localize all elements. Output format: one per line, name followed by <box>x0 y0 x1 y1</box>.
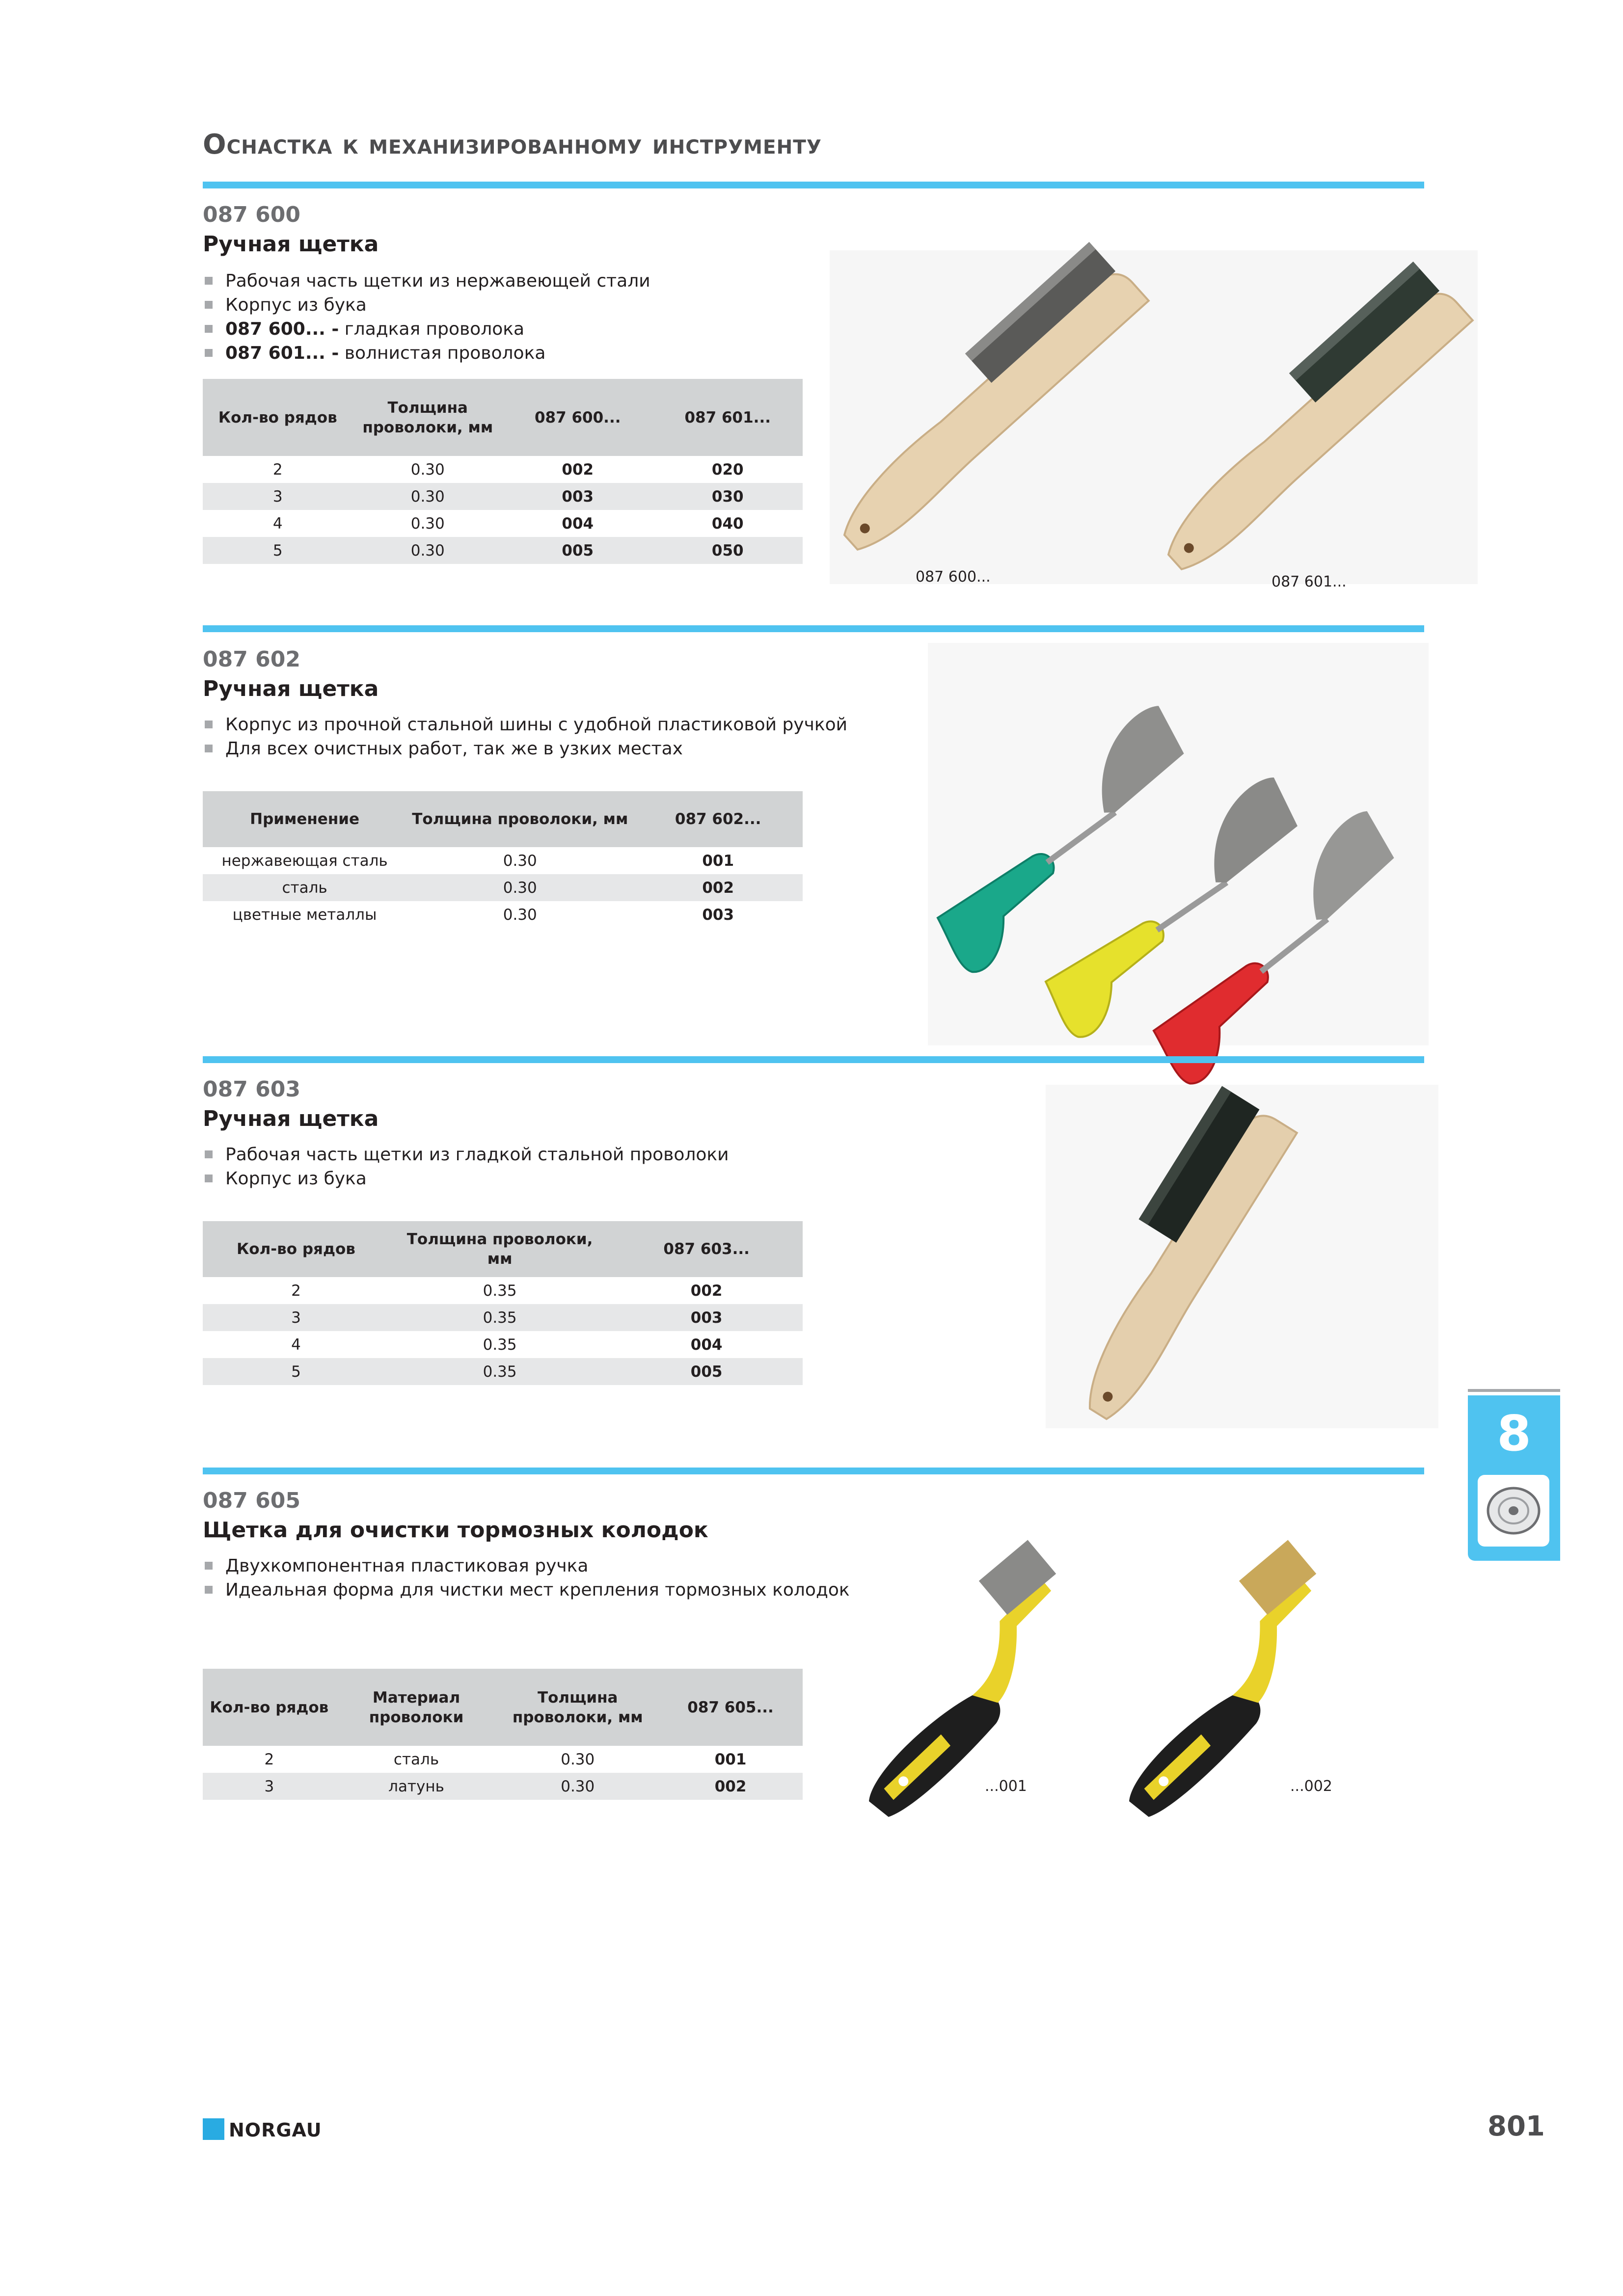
feature-item: Рабочая часть щетки из гладкой стальной проволоки <box>203 1143 729 1167</box>
product-code: 087 602 <box>203 647 301 672</box>
table-header: 087 601... <box>653 379 803 456</box>
section-divider <box>203 625 1424 632</box>
table-row: 4 0.35 004 <box>291 1335 723 1354</box>
product-name: Ручная щетка <box>203 1106 379 1131</box>
chapter-number: 8 <box>1497 1405 1531 1462</box>
feature-item: Корпус из прочной стальной шины с удобной пластиковой ручкой <box>203 713 847 737</box>
chapter-tab-divider <box>1468 1389 1560 1392</box>
spec-table <box>203 1669 803 1800</box>
brand-name: NORGAU <box>229 2119 322 2141</box>
table-row: 4 0.30 004 040 <box>272 514 744 533</box>
table-header: Кол-во рядов <box>203 379 353 456</box>
table-header: 087 600... <box>503 379 653 456</box>
spec-table <box>203 1221 803 1385</box>
table-row: 2 0.30 002 020 <box>272 460 744 479</box>
feature-list <box>203 713 847 761</box>
brake-brush-image <box>854 1526 1434 1831</box>
page-number: 801 <box>1488 2110 1545 2142</box>
feature-item: Для всех очистных работ, так же в узких местах <box>203 737 847 761</box>
table-row: сталь 0.30 002 <box>203 874 803 901</box>
image-caption: ...002 <box>1290 1778 1332 1795</box>
section-divider <box>203 1468 1424 1474</box>
feature-item: Корпус из бука <box>203 1167 729 1191</box>
wooden-brush-image <box>830 250 1478 584</box>
table-row: 3 латунь 0.30 002 <box>203 1773 803 1800</box>
feature-list <box>203 1143 729 1191</box>
product-code: 087 605 <box>203 1488 301 1513</box>
feature-item: Корпус из бука <box>203 293 650 317</box>
table-header: Применение <box>203 791 406 847</box>
table-header: Кол-во рядов <box>203 1221 389 1277</box>
wooden-brush-image <box>1046 1085 1438 1428</box>
table-row: 2 0.35 002 <box>291 1281 723 1300</box>
table-header: 087 602... <box>633 791 803 847</box>
table-header: 087 603... <box>610 1221 803 1277</box>
image-caption: 087 600... <box>916 568 991 586</box>
table-header: Материал проволоки <box>336 1669 497 1746</box>
product-name: Ручная щетка <box>203 676 379 701</box>
table-header: Толщина проволоки, мм <box>389 1221 610 1277</box>
table-header: 087 605... <box>658 1669 803 1746</box>
feature-item: Рабочая часть щетки из нержавеющей стали <box>203 269 650 293</box>
product-name: Щетка для очистки тормозных колодок <box>203 1518 708 1543</box>
spec-table <box>203 791 803 928</box>
table-row: 3 0.35 003 <box>203 1304 803 1331</box>
feature-list <box>203 269 650 365</box>
table-header: Кол-во рядов <box>203 1669 336 1746</box>
feature-item: Двухкомпонентная пластиковая ручка <box>203 1554 850 1578</box>
section-divider <box>203 1056 1424 1063</box>
table-row: нержавеющая сталь 0.30 001 <box>221 852 734 870</box>
feature-item: 087 600... - гладкая проволока <box>203 317 650 341</box>
table-row: 3 0.30 003 030 <box>203 483 803 510</box>
section-divider <box>203 182 1424 188</box>
spec-table <box>203 379 803 564</box>
product-code: 087 600 <box>203 202 301 227</box>
brand-logo-mark <box>203 2118 224 2140</box>
feature-list <box>203 1554 850 1602</box>
table-header: Толщина проволоки, мм <box>353 379 503 456</box>
feature-item: 087 601... - волнистая проволока <box>203 341 650 365</box>
feature-item: Идеальная форма для чистки мест крепления тормозных колодок <box>203 1578 850 1602</box>
product-name: Ручная щетка <box>203 232 379 257</box>
table-row: 2 сталь 0.30 001 <box>264 1750 747 1768</box>
plastic-handle-brush-image <box>928 643 1429 1045</box>
table-row: 5 0.35 005 <box>203 1358 803 1385</box>
table-row: 5 0.30 005 050 <box>203 537 803 564</box>
table-header: Толщина проволоки, мм <box>406 791 633 847</box>
table-header: Толщина проволоки, мм <box>497 1669 658 1746</box>
image-caption: ...001 <box>985 1778 1027 1795</box>
image-caption: 087 601... <box>1271 573 1347 590</box>
page-title: Оснастка к механизированному инструменту <box>203 129 822 160</box>
table-row: цветные металлы 0.30 003 <box>232 906 734 924</box>
product-code: 087 603 <box>203 1077 301 1102</box>
disc-icon <box>1478 1475 1549 1547</box>
